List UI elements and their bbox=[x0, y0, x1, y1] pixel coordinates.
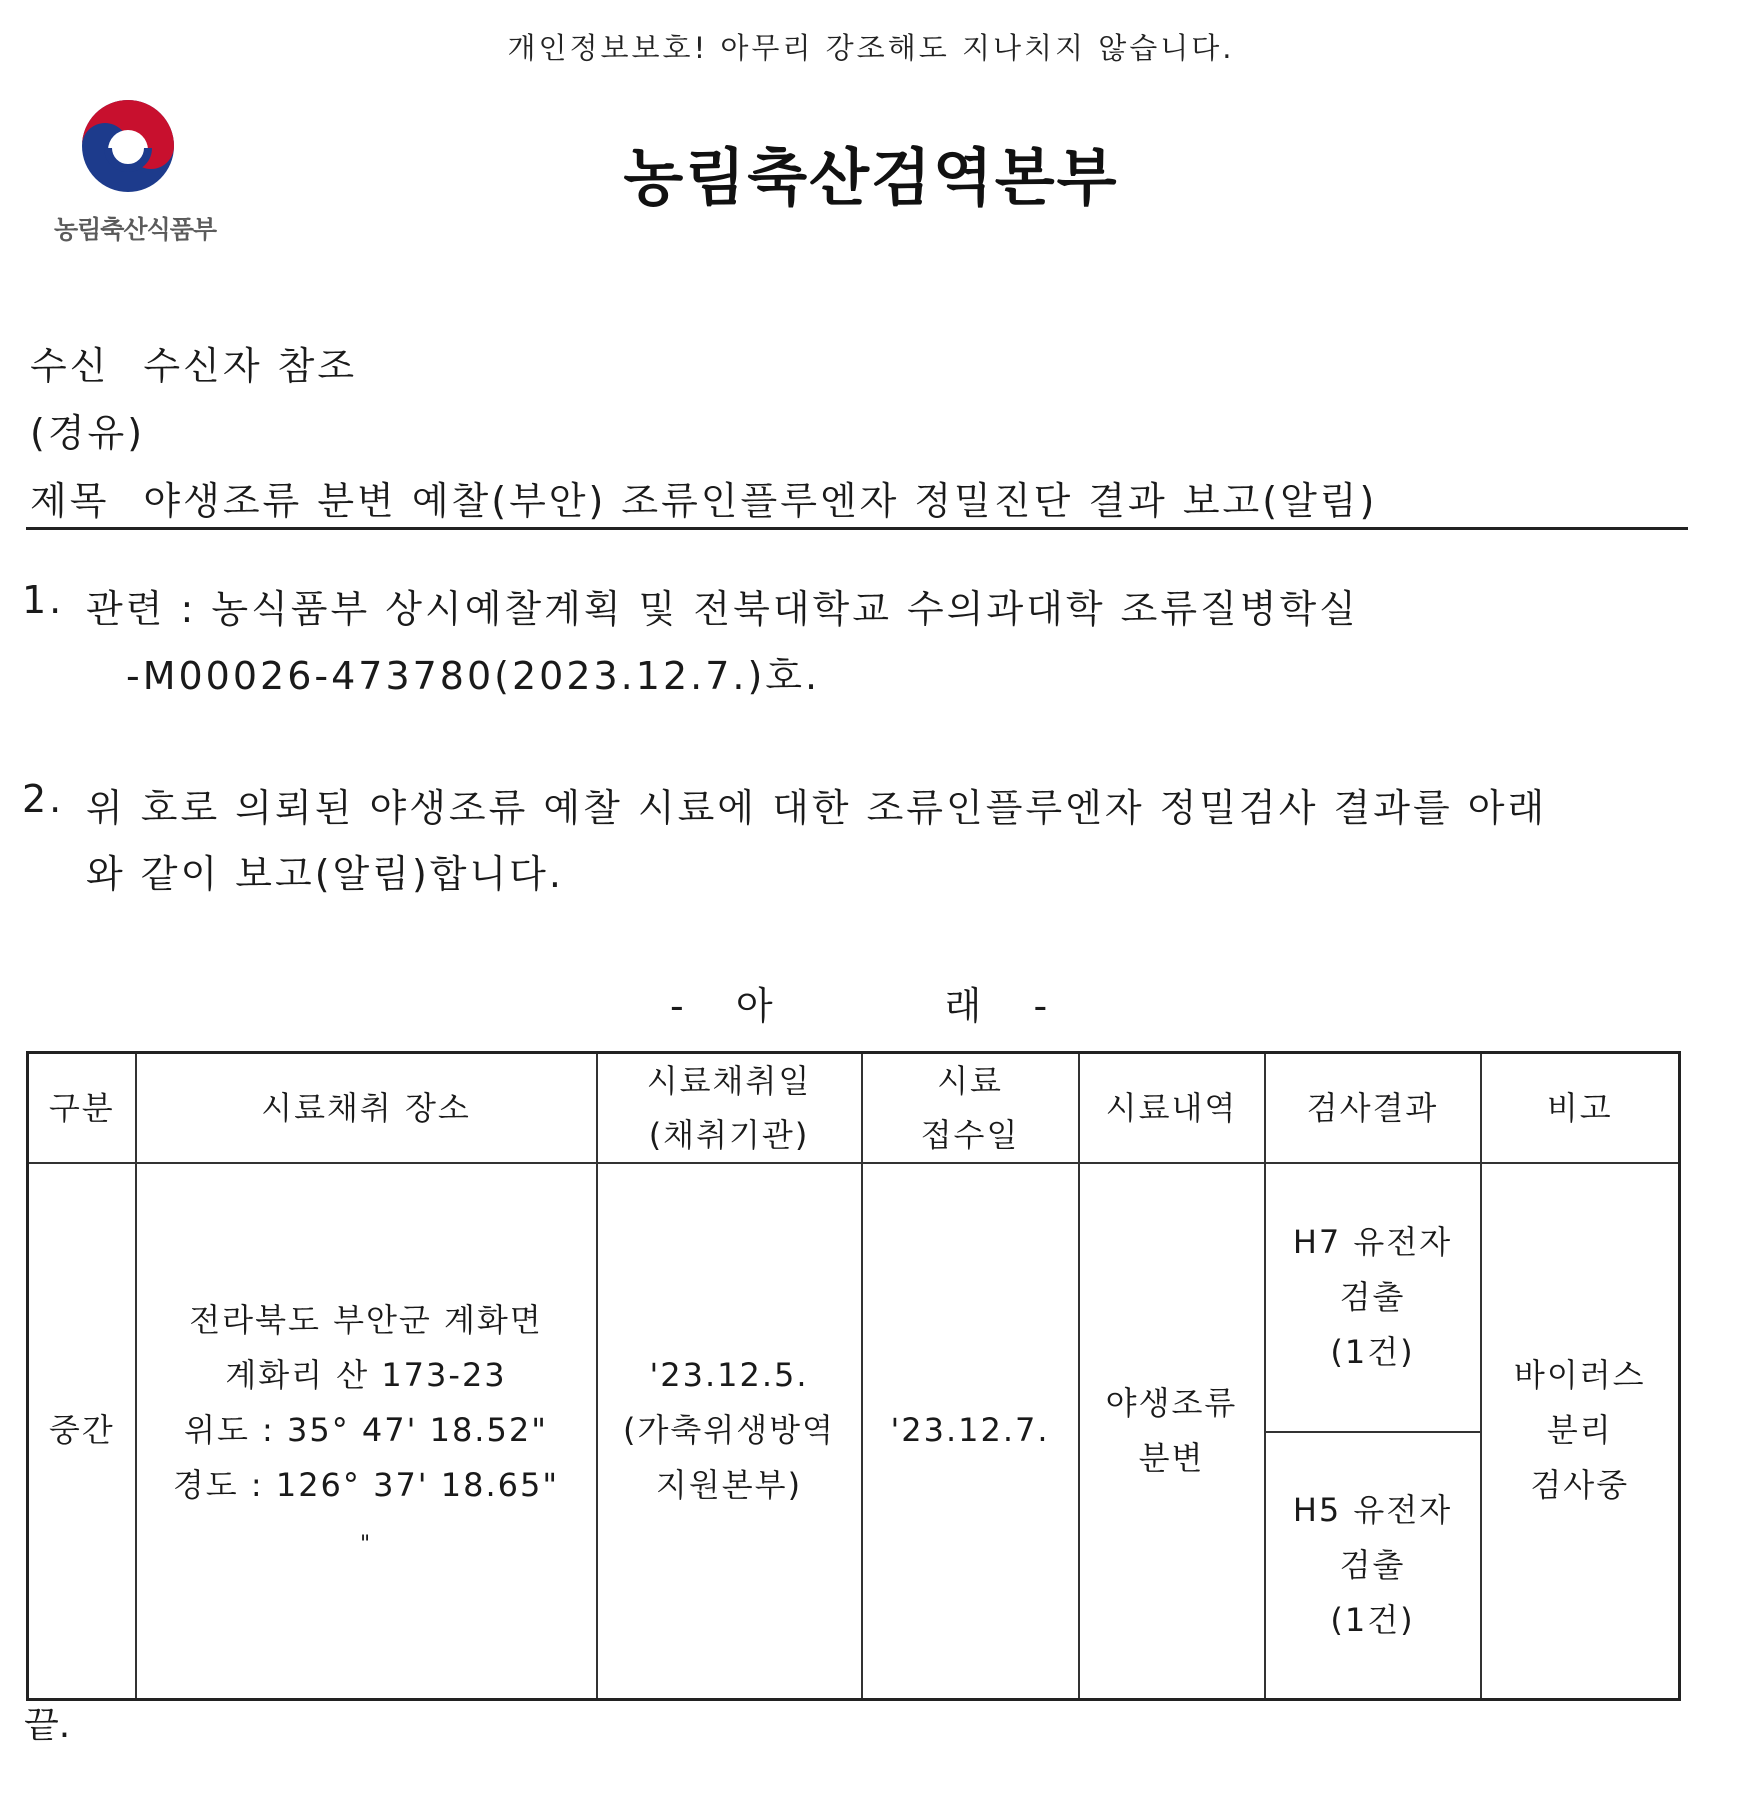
agency-title: 농림축산검역본부 bbox=[623, 141, 1119, 214]
header-category: 구분 bbox=[28, 1053, 136, 1164]
notice-dash-left: - bbox=[670, 984, 684, 1028]
cell-remarks: 바이러스 분리 검사중 bbox=[1481, 1163, 1680, 1699]
notice-word-1: 아 bbox=[735, 984, 773, 1028]
via-line: (경유) bbox=[30, 411, 146, 455]
header-result: 검사결과 bbox=[1265, 1053, 1481, 1164]
paragraph-2-line-2: 와 같이 보고(알림)합니다. bbox=[86, 852, 564, 896]
result-table bbox=[26, 1051, 1681, 1701]
recipient-value: 수신자 참조 bbox=[143, 344, 358, 388]
cell-result-h5: H5 유전자 검출 (1건) bbox=[1265, 1432, 1481, 1699]
notice-dash-right: - bbox=[1033, 984, 1048, 1028]
paragraph-1-line-2: -M00026-473780(2023.12.7.)호. bbox=[126, 654, 821, 698]
closing-mark: 끝. bbox=[24, 1705, 71, 1746]
notice-word-2: 래 bbox=[944, 984, 982, 1028]
cell-location: 전라북도 부안군 계화면 계화리 산 173-23 위도 : 35° 47' 18.52" 경도 : 126° 37' 18.65" " bbox=[136, 1163, 597, 1699]
table-row bbox=[28, 1163, 1680, 1432]
cell-sample: 야생조류 분변 bbox=[1079, 1163, 1265, 1699]
subject-line bbox=[30, 470, 1377, 525]
header-remarks: 비고 bbox=[1481, 1053, 1680, 1164]
header-receipt-date: 시료 접수일 bbox=[862, 1053, 1079, 1164]
header-sample: 시료내역 bbox=[1079, 1053, 1265, 1164]
ministry-name: 농림축산식품부 bbox=[53, 215, 217, 244]
privacy-slogan: 개인정보보호! 아무리 강조해도 지나치지 않습니다. bbox=[507, 31, 1235, 65]
subject-label: 제목 bbox=[30, 479, 110, 523]
subject-value: 야생조류 분변 예찰(부안) 조류인플루엔자 정밀진단 결과 보고(알림) bbox=[143, 479, 1378, 523]
notice-heading bbox=[670, 975, 1047, 1030]
table-header-row bbox=[28, 1053, 1680, 1164]
cell-result-h7: H7 유전자 검출 (1건) bbox=[1265, 1163, 1481, 1432]
paragraph-2-line-1: 위 호로 의뢰된 야생조류 예찰 시료에 대한 조류인플루엔자 정밀검사 결과를 아래 bbox=[86, 786, 1548, 830]
cell-receipt-date: '23.12.7. bbox=[862, 1163, 1079, 1699]
cell-category: 중간 bbox=[28, 1163, 136, 1699]
header-collection-date: 시료채취일 (채취기관) bbox=[597, 1053, 862, 1164]
header-divider bbox=[26, 527, 1688, 530]
recipient-label: 수신 bbox=[30, 344, 110, 388]
recipient-line bbox=[30, 335, 357, 390]
paragraph-1-line-1: 관련 : 농식품부 상시예찰계획 및 전북대학교 수의과대학 조류질병학실 bbox=[86, 587, 1359, 631]
paragraph-2-number: 2. bbox=[22, 777, 65, 821]
cell-collection-date: '23.12.5. (가축위생방역 지원본부) bbox=[597, 1163, 862, 1699]
paragraph-1-number: 1. bbox=[22, 578, 65, 622]
header-location: 시료채취 장소 bbox=[136, 1053, 597, 1164]
